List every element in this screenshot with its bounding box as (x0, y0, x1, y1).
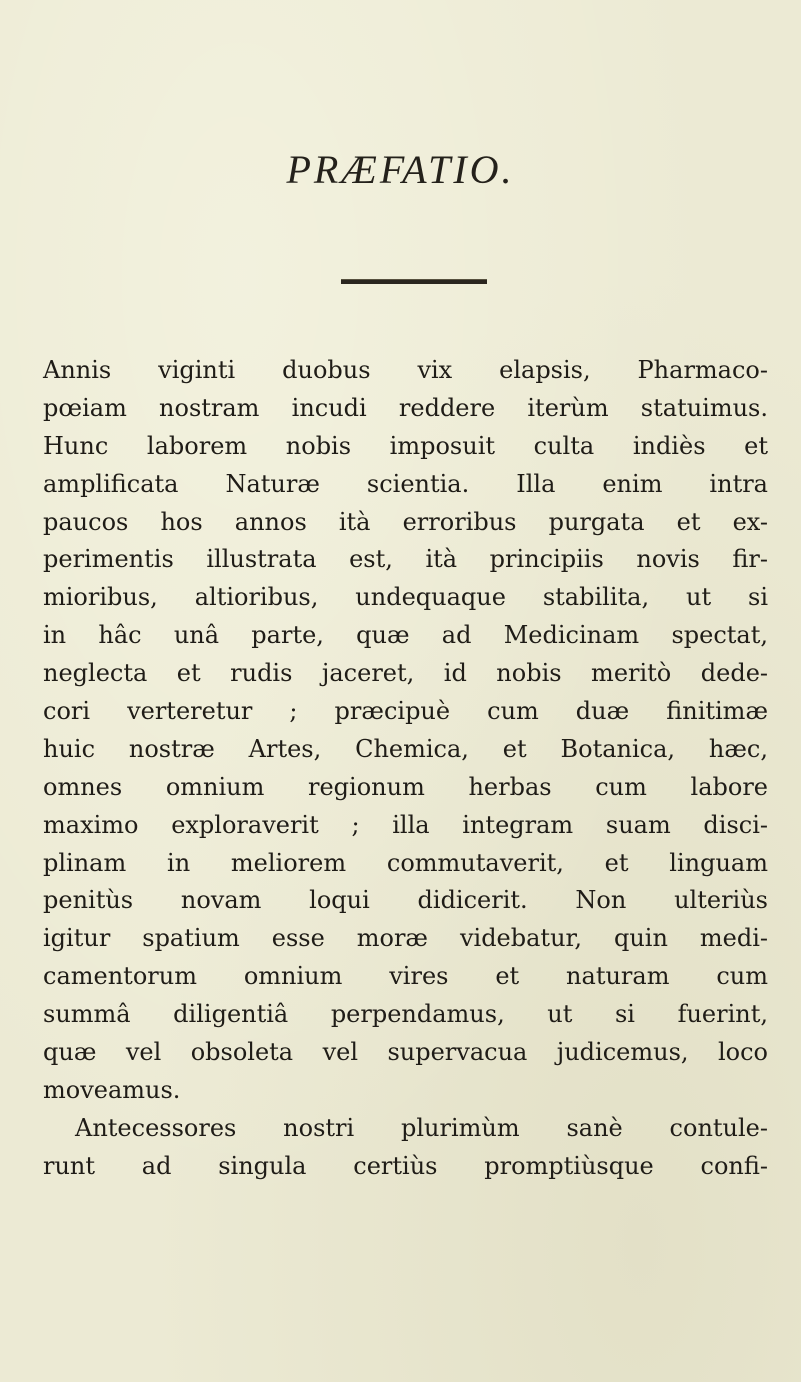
text-line: quæ vel obsoleta vel supervacua judicemus, loco (43, 1038, 768, 1067)
text-line: omnes omnium regionum herbas cum labore (43, 772, 768, 801)
text-line: amplificata Naturæ scientia. Illa enim intra (43, 469, 768, 498)
text-line: huic nostræ Artes, Chemica, et Botanica, hæc, (43, 734, 768, 763)
preface-text (43, 352, 768, 1186)
title-rule (341, 279, 487, 284)
text-line: Annis viginti duobus vix elapsis, Pharmaco- (43, 356, 768, 384)
text-line: paucos hos annos ità erroribus purgata et ex- (43, 507, 768, 536)
text-line: mioribus, altioribus, undequaque stabilita, ut si (43, 583, 768, 612)
text-line: penitùs novam loqui didicerit. Non ulteriùs (43, 886, 768, 915)
text-line: Hunc laborem nobis imposuit culta indiès et (43, 431, 768, 460)
text-line: in hâc unâ parte, quæ ad Medicinam spectat, (43, 621, 768, 650)
text-line: camentorum omnium vires et naturam cum (43, 962, 768, 991)
page-title: PRÆFATIO. (286, 147, 515, 192)
text-line: plinam in meliorem commutaverit, et linguam (43, 848, 768, 877)
text-line: neglecta et rudis jaceret, id nobis meritò dede- (43, 659, 768, 688)
text-line: cori verteretur ; præcipuè cum duæ finitimæ (43, 697, 768, 726)
text-line: perimentis illustrata est, ità principiis novis fir- (43, 545, 768, 574)
text-line: maximo exploraverit ; illa integram suam disci- (43, 810, 768, 839)
text-line: moveamus. (43, 1075, 181, 1104)
text-line: pœiam nostram incudi reddere iterùm statuimus. (43, 393, 768, 422)
text-line: summâ diligentiâ perpendamus, ut si fuerint, (43, 1000, 768, 1029)
text-line: igitur spatium esse moræ videbatur, quin medi- (43, 924, 768, 953)
text-line: runt ad singula certiùs promptiùsque confi- (43, 1151, 768, 1180)
text-line: Antecessores nostri plurimùm sanè contule- (75, 1113, 768, 1142)
